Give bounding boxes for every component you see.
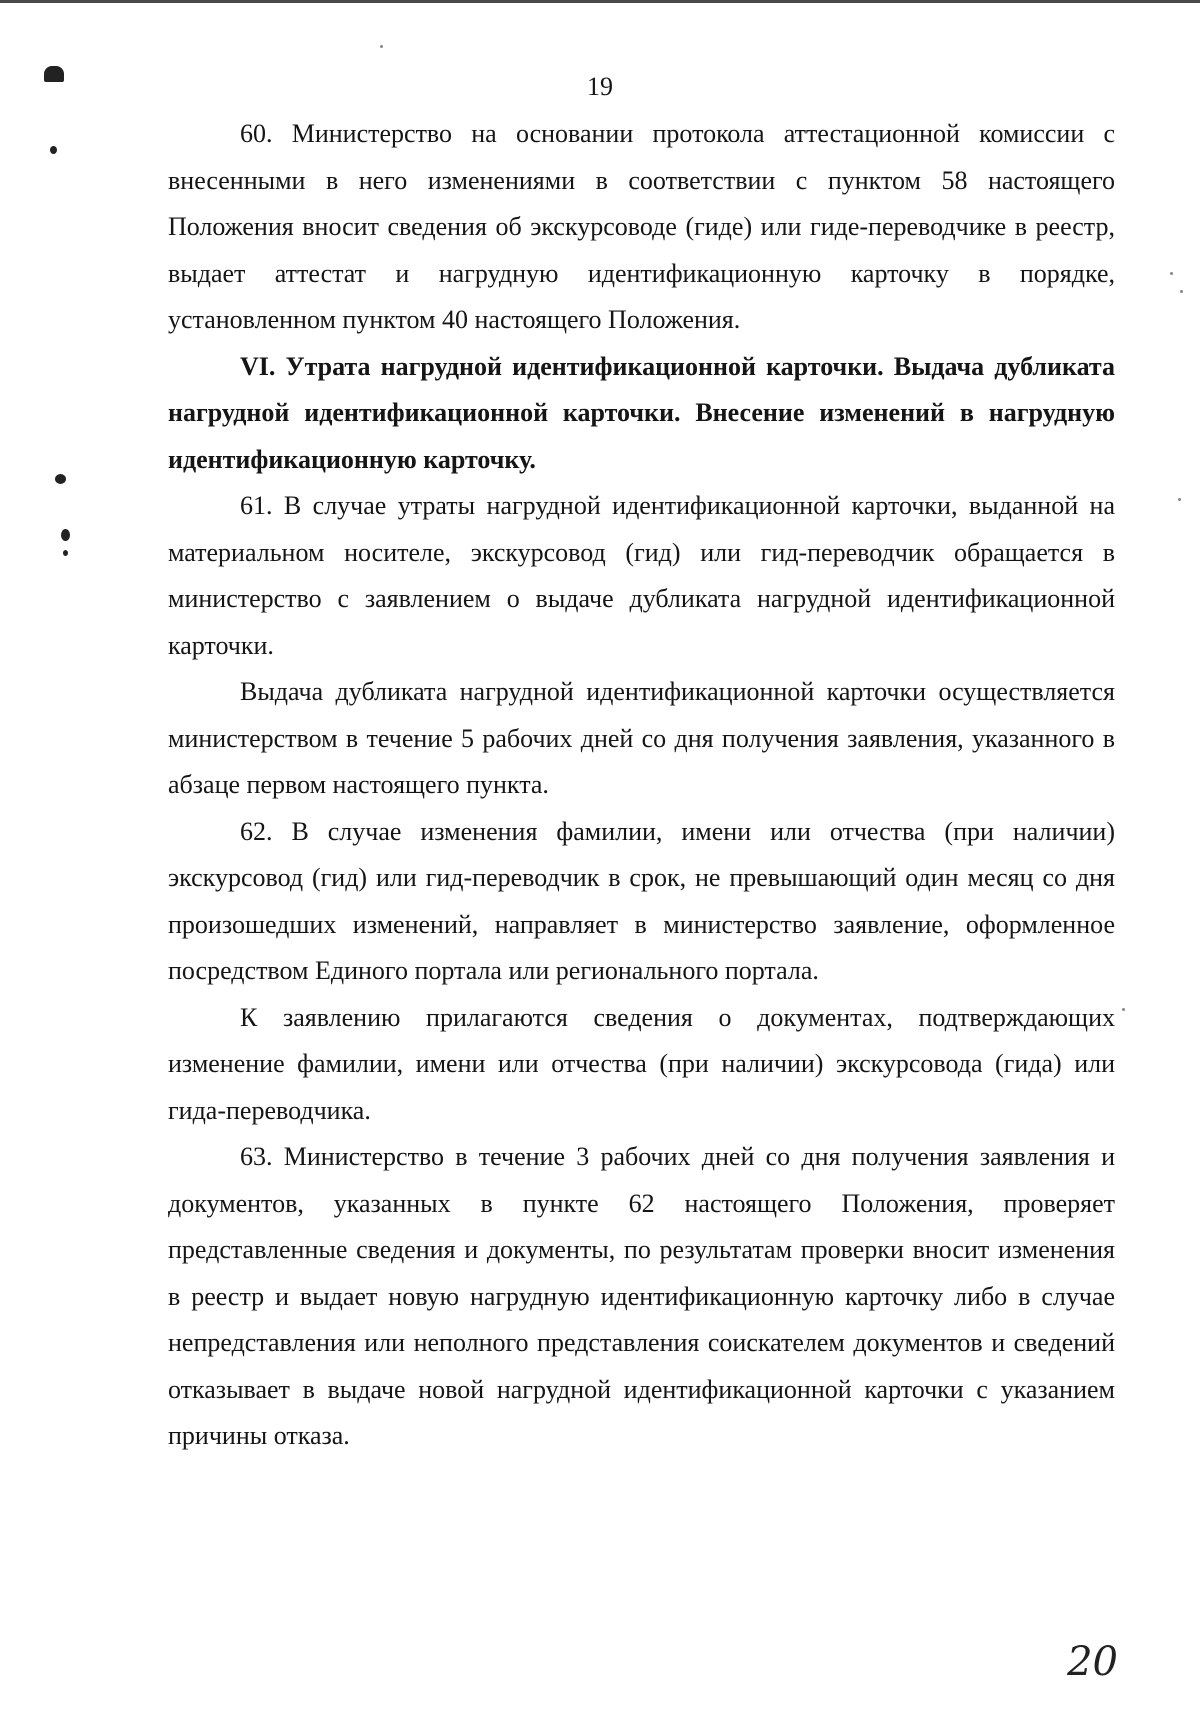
punch-mark-middle-lower bbox=[61, 529, 70, 541]
paragraph-62-attachments: К заявлению прилагаются сведения о документах, подтверждающих изменение фамилии, имени или отчества (при наличии) экскурсовода (гида) или гида-переводчика. bbox=[168, 1002, 1115, 1125]
scan-speck bbox=[1122, 1008, 1125, 1011]
scan-speck bbox=[1180, 290, 1183, 293]
punch-mark-top-small bbox=[50, 146, 57, 154]
scan-speck bbox=[1170, 272, 1173, 275]
handwritten-page-number: 20 bbox=[1067, 1639, 1118, 1685]
punch-mark-middle-bottom bbox=[63, 550, 68, 556]
paragraph-61: 61. В случае утраты нагрудной идентификационной карточки, выданной на материальном носителе, экскурсовод (гид) или гид-переводчик обращается в министерство с заявлением о выдаче дубликата нагрудной идентификационной карточки. bbox=[168, 491, 1115, 660]
paragraph-60: 60. Министерство на основании протокола аттестационной комиссии с внесенными в него изменениями в соответствии с пунктом 58 настоящего Положения вносит сведения об экскурсоводе (гиде) или гиде-переводчике в реестр, выдает аттестат и нагрудную идентификационную карточку в порядке, установленном пунктом 40 настоящего Положения. bbox=[168, 119, 1115, 334]
top-scan-border bbox=[0, 0, 1200, 3]
scan-speck bbox=[1178, 498, 1181, 501]
scan-speck bbox=[380, 45, 383, 48]
section-heading: VI. Утрата нагрудной идентификационной карточки. Выдача дубликата нагрудной идентификационной карточки. Внесение изменений в нагрудную идентификационную карточку. bbox=[168, 351, 1115, 474]
punch-mark-middle bbox=[55, 474, 66, 484]
paragraph-63: 63. Министерство в течение 3 рабочих дней со дня получения заявления и документов, указанных в пункте 62 настоящего Положения, проверяет представленные сведения и документы, по результатам проверки вносит изменения в реестр и выдает новую нагрудную идентификационную карточку либо в случае непредставления или неполного представления соискателем документов и сведений отказывает в выдаче новой нагрудной идентификационной карточки с указанием причины отказа. bbox=[168, 1142, 1115, 1450]
document-body bbox=[168, 111, 1115, 1460]
page-number: 19 bbox=[587, 72, 613, 101]
paragraph-62: 62. В случае изменения фамилии, имени или отчества (при наличии) экскурсовод (гид) или гид-переводчик в срок, не превышающий один месяц со дня произошедших изменений, направляет в министерство заявление, оформленное посредством Единого портала или регионального портала. bbox=[168, 816, 1115, 985]
paragraph-61-duplicate-issue: Выдача дубликата нагрудной идентификационной карточки осуществляется министерством в течение 5 рабочих дней со дня получения заявления, указанного в абзаце первом настоящего пункта. bbox=[168, 677, 1115, 799]
